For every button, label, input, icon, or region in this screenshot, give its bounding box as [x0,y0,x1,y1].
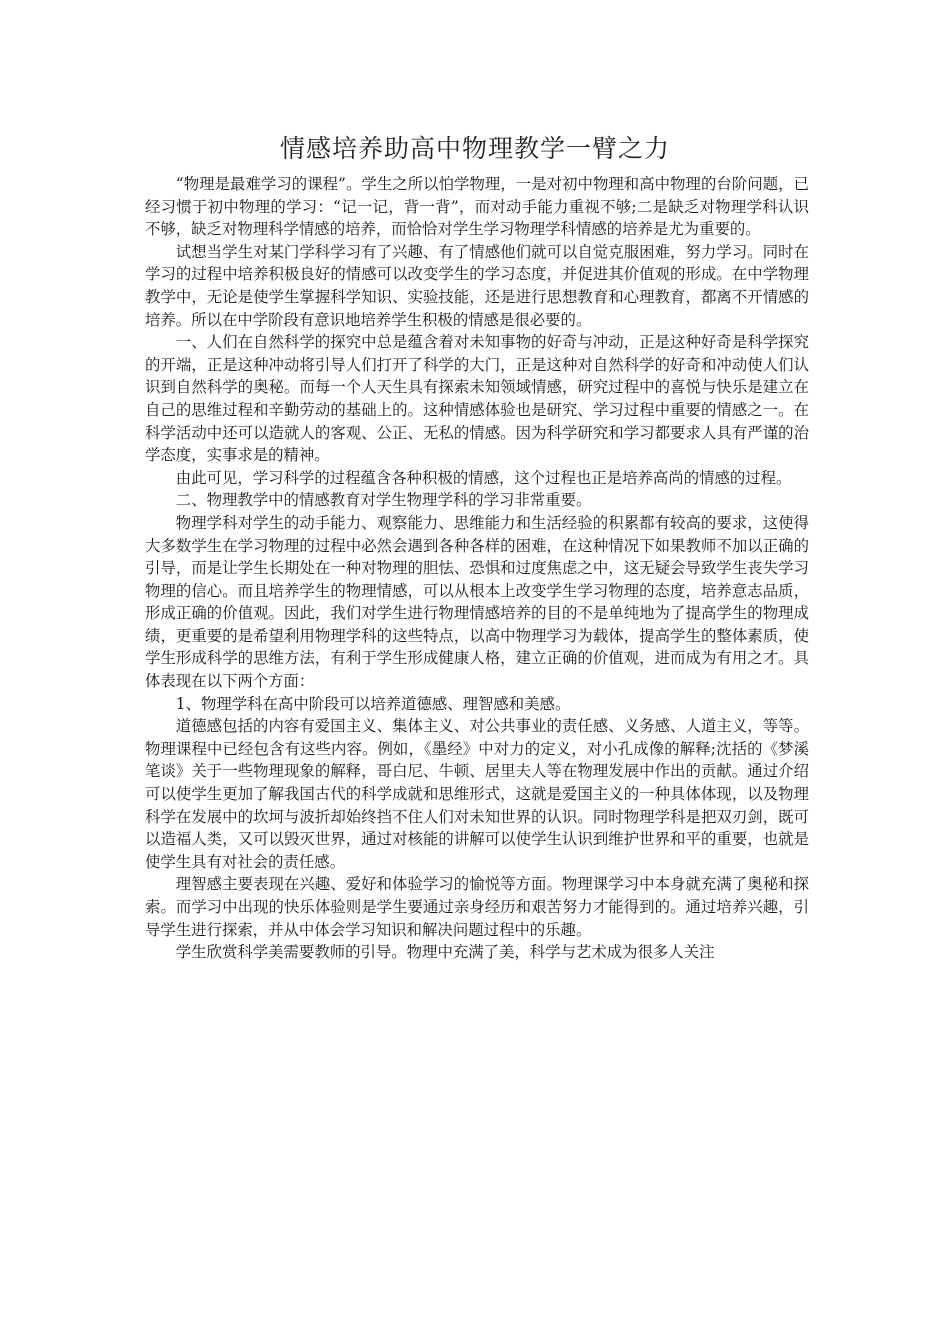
paragraph: 物理学科对学生的动手能力、观察能力、思维能力和生活经验的积累都有较高的要求，这使得大多数学生在学习物理的过程中必然会遇到各种各样的困难，在这种情况下如果教师不加以正确的引导，而是让学生长期处在一种对物理的胆怯、恐惧和过度焦虑之中，这无疑会导致学生丧失学习物理的信心。而且培养学生的物理情感，可以从根本上改变学生学习物理的态度，培养意志品质，形成正确的价值观。因此，我们对学生进行物理情感培养的目的不是单纯地为了提高学生的物理成绩，更重要的是希望利用物理学科的这些特点，以高中物理学习为载体，提高学生的整体素质，使学生形成科学的思维方法，有利于学生形成健康人格，建立正确的价值观，进而成为有用之才。具体表现在以下两个方面： [145,513,809,691]
document-body [145,173,809,964]
paragraph: 道德感包括的内容有爱国主义、集体主义、对公共事业的责任感、义务感、人道主义，等等。物理课程中已经包含有这些内容。例如，《墨经》中对力的定义，对小孔成像的解释;沈括的《梦溪笔谈》关于一些物理现象的解释，哥白尼、牛顿、居里夫人等在物理发展中作出的贡献。通过介绍可以使学生更加了解我国古代的科学成就和思维形式，这就是爱国主义的一种具体体现，以及物理科学在发展中的坎坷与波折却始终挡不住人们对未知世界的认识。同时物理学科是把双刃剑，既可以造福人类，又可以毁灭世界，通过对核能的讲解可以使学生认识到维护世界和平的重要，也就是使学生具有对社会的责任感。 [145,717,809,871]
paragraph: 一、人们在自然科学的探究中总是蕴含着对未知事物的好奇与冲动，正是这种好奇是科学探究的开端，正是这种冲动将引导人们打开了科学的大门，正是这种对自然科学的好奇和冲动使人们认识到自然科学的奥秘。而每一个人天生具有探索未知领域情感，研究过程中的喜悦与快乐是建立在自己的思维过程和辛勤劳动的基础上的。这种情感体验也是研究、学习过程中重要的情感之一。在科学活动中还可以造就人的客观、公正、无私的情感。因为科学研究和学习都要求人具有严谨的治学态度，实事求是的精神。 [145,333,809,465]
section-heading: 二、物理教学中的情感教育对学生物理学科的学习非常重要。 [175,491,592,510]
paragraph: 学生欣赏科学美需要教师的引导。物理中充满了美，科学与艺术成为很多人关注 [175,943,715,962]
paragraph: 理智感主要表现在兴趣、爱好和体验学习的愉悦等方面。物理课学习中本身就充满了奥秘和探索。而学习中出现的快乐体验则是学生要通过亲身经历和艰苦努力才能得到的。通过培养兴趣，引导学生进行探索，并从中体会学习知识和解决问题过程中的乐趣。 [145,875,809,939]
paragraph: 由此可见，学习科学的过程蕴含各种积极的情感，这个过程也正是培养高尚的情感的过程。 [175,468,792,487]
subsection-heading: 1、物理学科在高中阶段可以培养道德感、理智感和美感。 [175,694,571,713]
paragraph: “物理是最难学习的课程”。学生之所以怕学物理，一是对初中物理和高中物理的台阶问题，已经习惯于初中物理的学习：“记一记，背一背”，而对动手能力重视不够;二是缺乏对物理学科认识不够，缺乏对物理科学情感的培养，而恰恰对学生学习物理学科情感的培养是尤为重要的。 [145,175,809,239]
paragraph: 试想当学生对某门学科学习有了兴趣、有了情感他们就可以自觉克服困难，努力学习。同时在学习的过程中培养积极良好的情感可以改变学生的学习态度，并促进其价值观的形成。在中学物理教学中，无论是使学生掌握科学知识、实验技能，还是进行思想教育和心理教育，都离不开情感的培养。所以在中学阶段有意识地培养学生积极的情感是很必要的。 [145,242,809,329]
document-title: 情感培养助高中物理教学一臂之力 [279,134,670,163]
